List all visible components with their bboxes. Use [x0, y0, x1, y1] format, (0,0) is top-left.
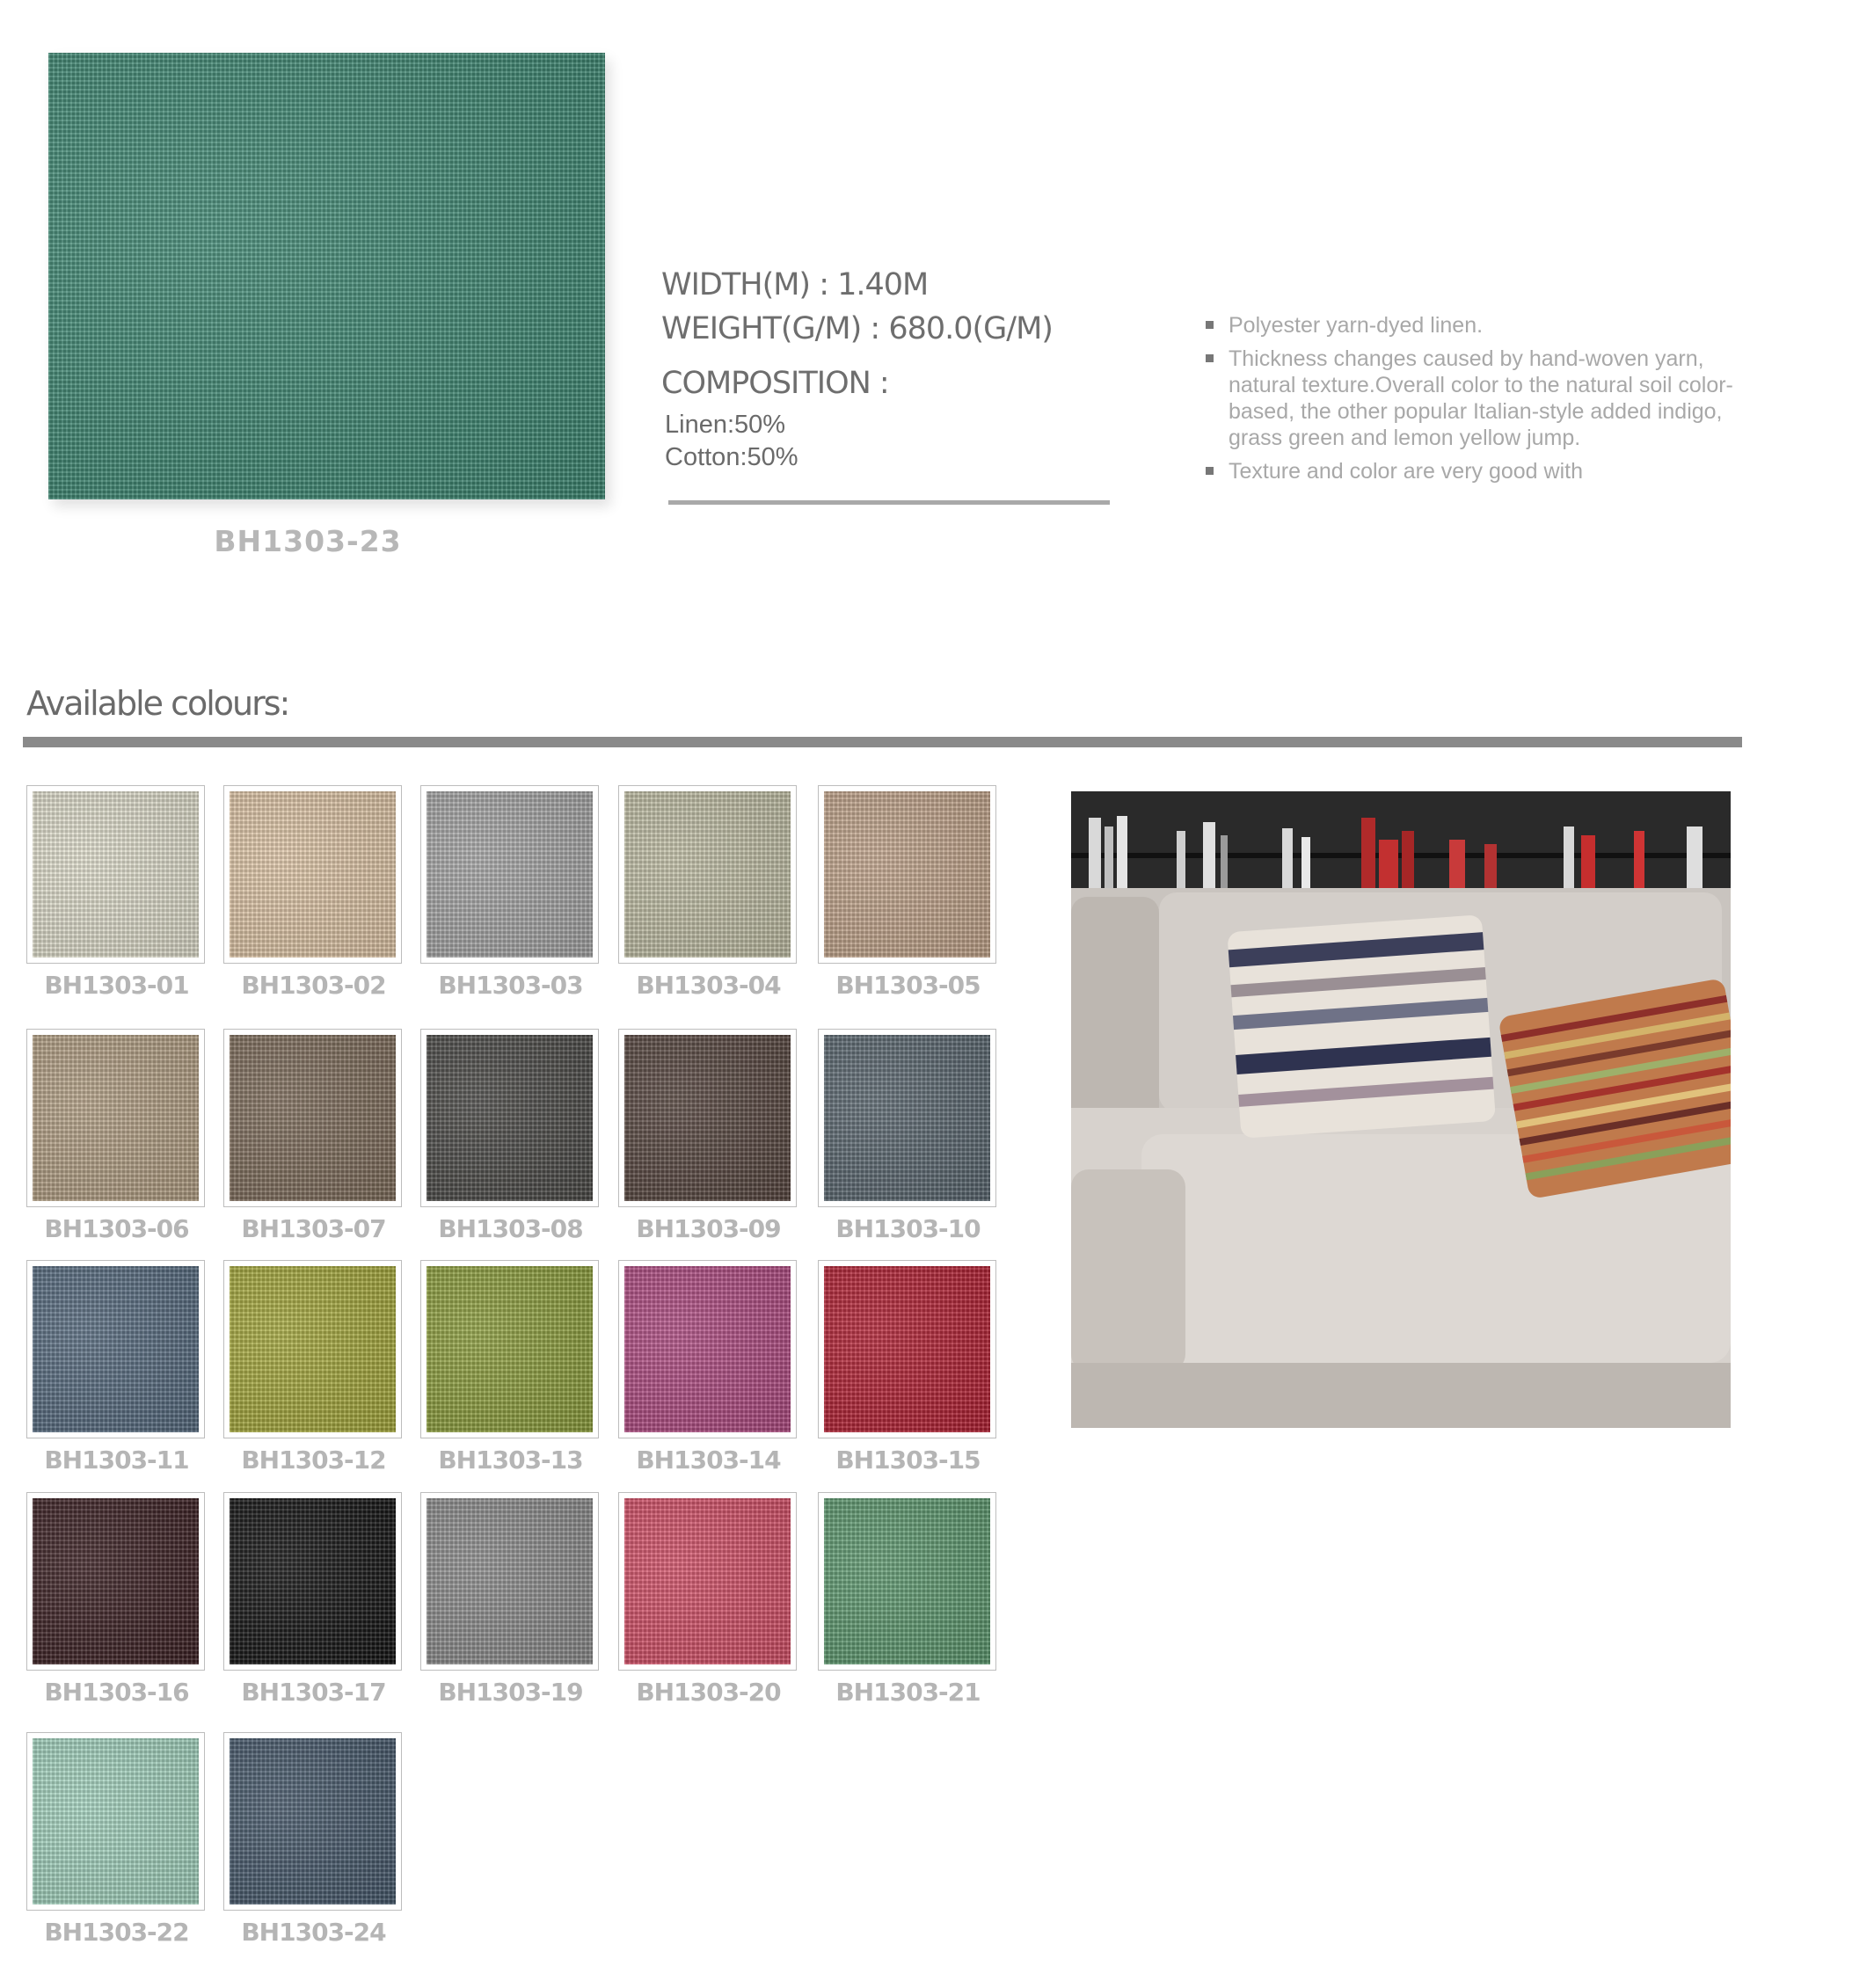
swatch-item	[618, 785, 798, 1000]
composition-cotton: Cotton:50%	[665, 443, 798, 471]
section-divider	[23, 737, 1742, 747]
swatch-frame	[26, 1492, 205, 1671]
feature-item	[1202, 346, 1769, 451]
swatch-code: BH1303-17	[241, 1678, 386, 1707]
swatch-item	[223, 785, 404, 1000]
swatch-frame	[420, 1260, 599, 1438]
swatch-fabric	[230, 1266, 396, 1432]
sofa-photo-illustration	[1071, 791, 1731, 1428]
swatch-code: BH1303-12	[241, 1445, 386, 1475]
swatch-fabric	[427, 791, 593, 958]
feature-text: Thickness changes caused by hand-woven yarn, natural texture.Overall color to the natural soil color-based, the other popular Italian-style added indigo, grass green and lemon yellow jump.	[1229, 346, 1733, 450]
swatch-item	[818, 1260, 998, 1475]
swatch-fabric	[230, 1498, 396, 1664]
swatch-frame	[818, 785, 996, 964]
swatch-code: BH1303-19	[438, 1678, 583, 1707]
swatch-frame	[223, 785, 402, 964]
swatch-fabric	[624, 791, 791, 958]
swatch-fabric	[230, 1035, 396, 1201]
swatch-item	[26, 785, 207, 1000]
swatch-frame	[618, 1492, 797, 1671]
swatch-fabric	[427, 1498, 593, 1664]
swatch-item	[223, 1260, 404, 1475]
swatch-code: BH1303-06	[44, 1214, 189, 1243]
swatch-code: BH1303-10	[835, 1214, 981, 1243]
feature-text: Texture and color are very good with	[1229, 459, 1583, 484]
feature-list	[1202, 312, 1769, 492]
swatch-code: BH1303-16	[44, 1678, 189, 1707]
swatch-fabric	[33, 791, 199, 958]
swatch-frame	[26, 1732, 205, 1911]
feature-item	[1202, 312, 1769, 339]
swatch-fabric	[33, 1498, 199, 1664]
swatch-code: BH1303-24	[241, 1918, 386, 1947]
swatch-fabric	[33, 1266, 199, 1432]
swatch-code: BH1303-11	[44, 1445, 189, 1475]
swatch-frame	[223, 1492, 402, 1671]
swatch-frame	[420, 1492, 599, 1671]
sofa-photo	[1071, 791, 1731, 1428]
swatch-fabric	[33, 1738, 199, 1904]
swatch-fabric	[33, 1035, 199, 1201]
swatch-fabric	[624, 1035, 791, 1201]
swatch-item	[26, 1732, 207, 1947]
swatch-frame	[618, 1029, 797, 1207]
bullet-icon	[1206, 467, 1214, 475]
swatch-frame	[223, 1260, 402, 1438]
composition-linen: Linen:50%	[665, 411, 786, 439]
swatch-fabric	[230, 1738, 396, 1904]
swatch-fabric	[427, 1266, 593, 1432]
swatch-code: BH1303-05	[835, 971, 981, 1000]
swatch-item	[26, 1260, 207, 1475]
swatch-code: BH1303-08	[438, 1214, 583, 1243]
swatch-fabric	[230, 791, 396, 958]
swatch-frame	[818, 1492, 996, 1671]
swatch-code: BH1303-14	[636, 1445, 781, 1475]
swatch-code: BH1303-22	[44, 1918, 189, 1947]
swatch-code: BH1303-20	[636, 1678, 781, 1707]
feature-text: Polyester yarn-dyed linen.	[1229, 313, 1484, 338]
swatch-fabric	[824, 1266, 990, 1432]
feature-item	[1202, 458, 1769, 484]
swatch-item	[618, 1492, 798, 1707]
swatch-item	[618, 1260, 798, 1475]
bullet-icon	[1206, 354, 1214, 362]
bullet-icon	[1206, 321, 1214, 329]
swatch-code: BH1303-13	[438, 1445, 583, 1475]
swatch-fabric	[427, 1035, 593, 1201]
swatch-frame	[818, 1260, 996, 1438]
swatch-frame	[618, 785, 797, 964]
spec-divider	[668, 500, 1110, 505]
swatch-code: BH1303-09	[636, 1214, 781, 1243]
swatch-fabric	[824, 1498, 990, 1664]
swatch-item	[818, 1492, 998, 1707]
swatch-fabric	[624, 1266, 791, 1432]
swatch-item	[818, 785, 998, 1000]
swatch-fabric	[824, 791, 990, 958]
spec-width: WIDTH(M) : 1.40M	[661, 267, 929, 302]
swatch-item	[223, 1732, 404, 1947]
swatch-code: BH1303-02	[241, 971, 386, 1000]
swatch-frame	[26, 1260, 205, 1438]
swatch-item	[420, 785, 601, 1000]
swatch-frame	[26, 1029, 205, 1207]
swatch-code: BH1303-04	[636, 971, 781, 1000]
swatch-item	[420, 1029, 601, 1243]
swatch-code: BH1303-03	[438, 971, 583, 1000]
swatch-item	[223, 1029, 404, 1243]
swatch-item	[26, 1492, 207, 1707]
swatch-item	[420, 1260, 601, 1475]
swatch-frame	[223, 1029, 402, 1207]
swatch-code: BH1303-15	[835, 1445, 981, 1475]
spec-weight: WEIGHT(G/M) : 680.0(G/M)	[661, 311, 1053, 346]
swatch-item	[223, 1492, 404, 1707]
swatch-code: BH1303-07	[241, 1214, 386, 1243]
colours-title: Available colours:	[26, 684, 289, 723]
swatch-item	[26, 1029, 207, 1243]
swatch-frame	[26, 785, 205, 964]
swatch-frame	[420, 785, 599, 964]
swatch-frame	[618, 1260, 797, 1438]
swatch-frame	[818, 1029, 996, 1207]
swatch-frame	[420, 1029, 599, 1207]
hero-swatch	[48, 53, 605, 499]
swatch-item	[420, 1492, 601, 1707]
swatch-frame	[223, 1732, 402, 1911]
swatch-item	[618, 1029, 798, 1243]
spec-composition-label: COMPOSITION :	[661, 366, 889, 401]
swatch-code: BH1303-21	[835, 1678, 981, 1707]
swatch-item	[818, 1029, 998, 1243]
swatch-fabric	[824, 1035, 990, 1201]
swatch-code: BH1303-01	[44, 971, 189, 1000]
hero-swatch-code: BH1303-23	[214, 524, 402, 558]
swatch-fabric	[624, 1498, 791, 1664]
